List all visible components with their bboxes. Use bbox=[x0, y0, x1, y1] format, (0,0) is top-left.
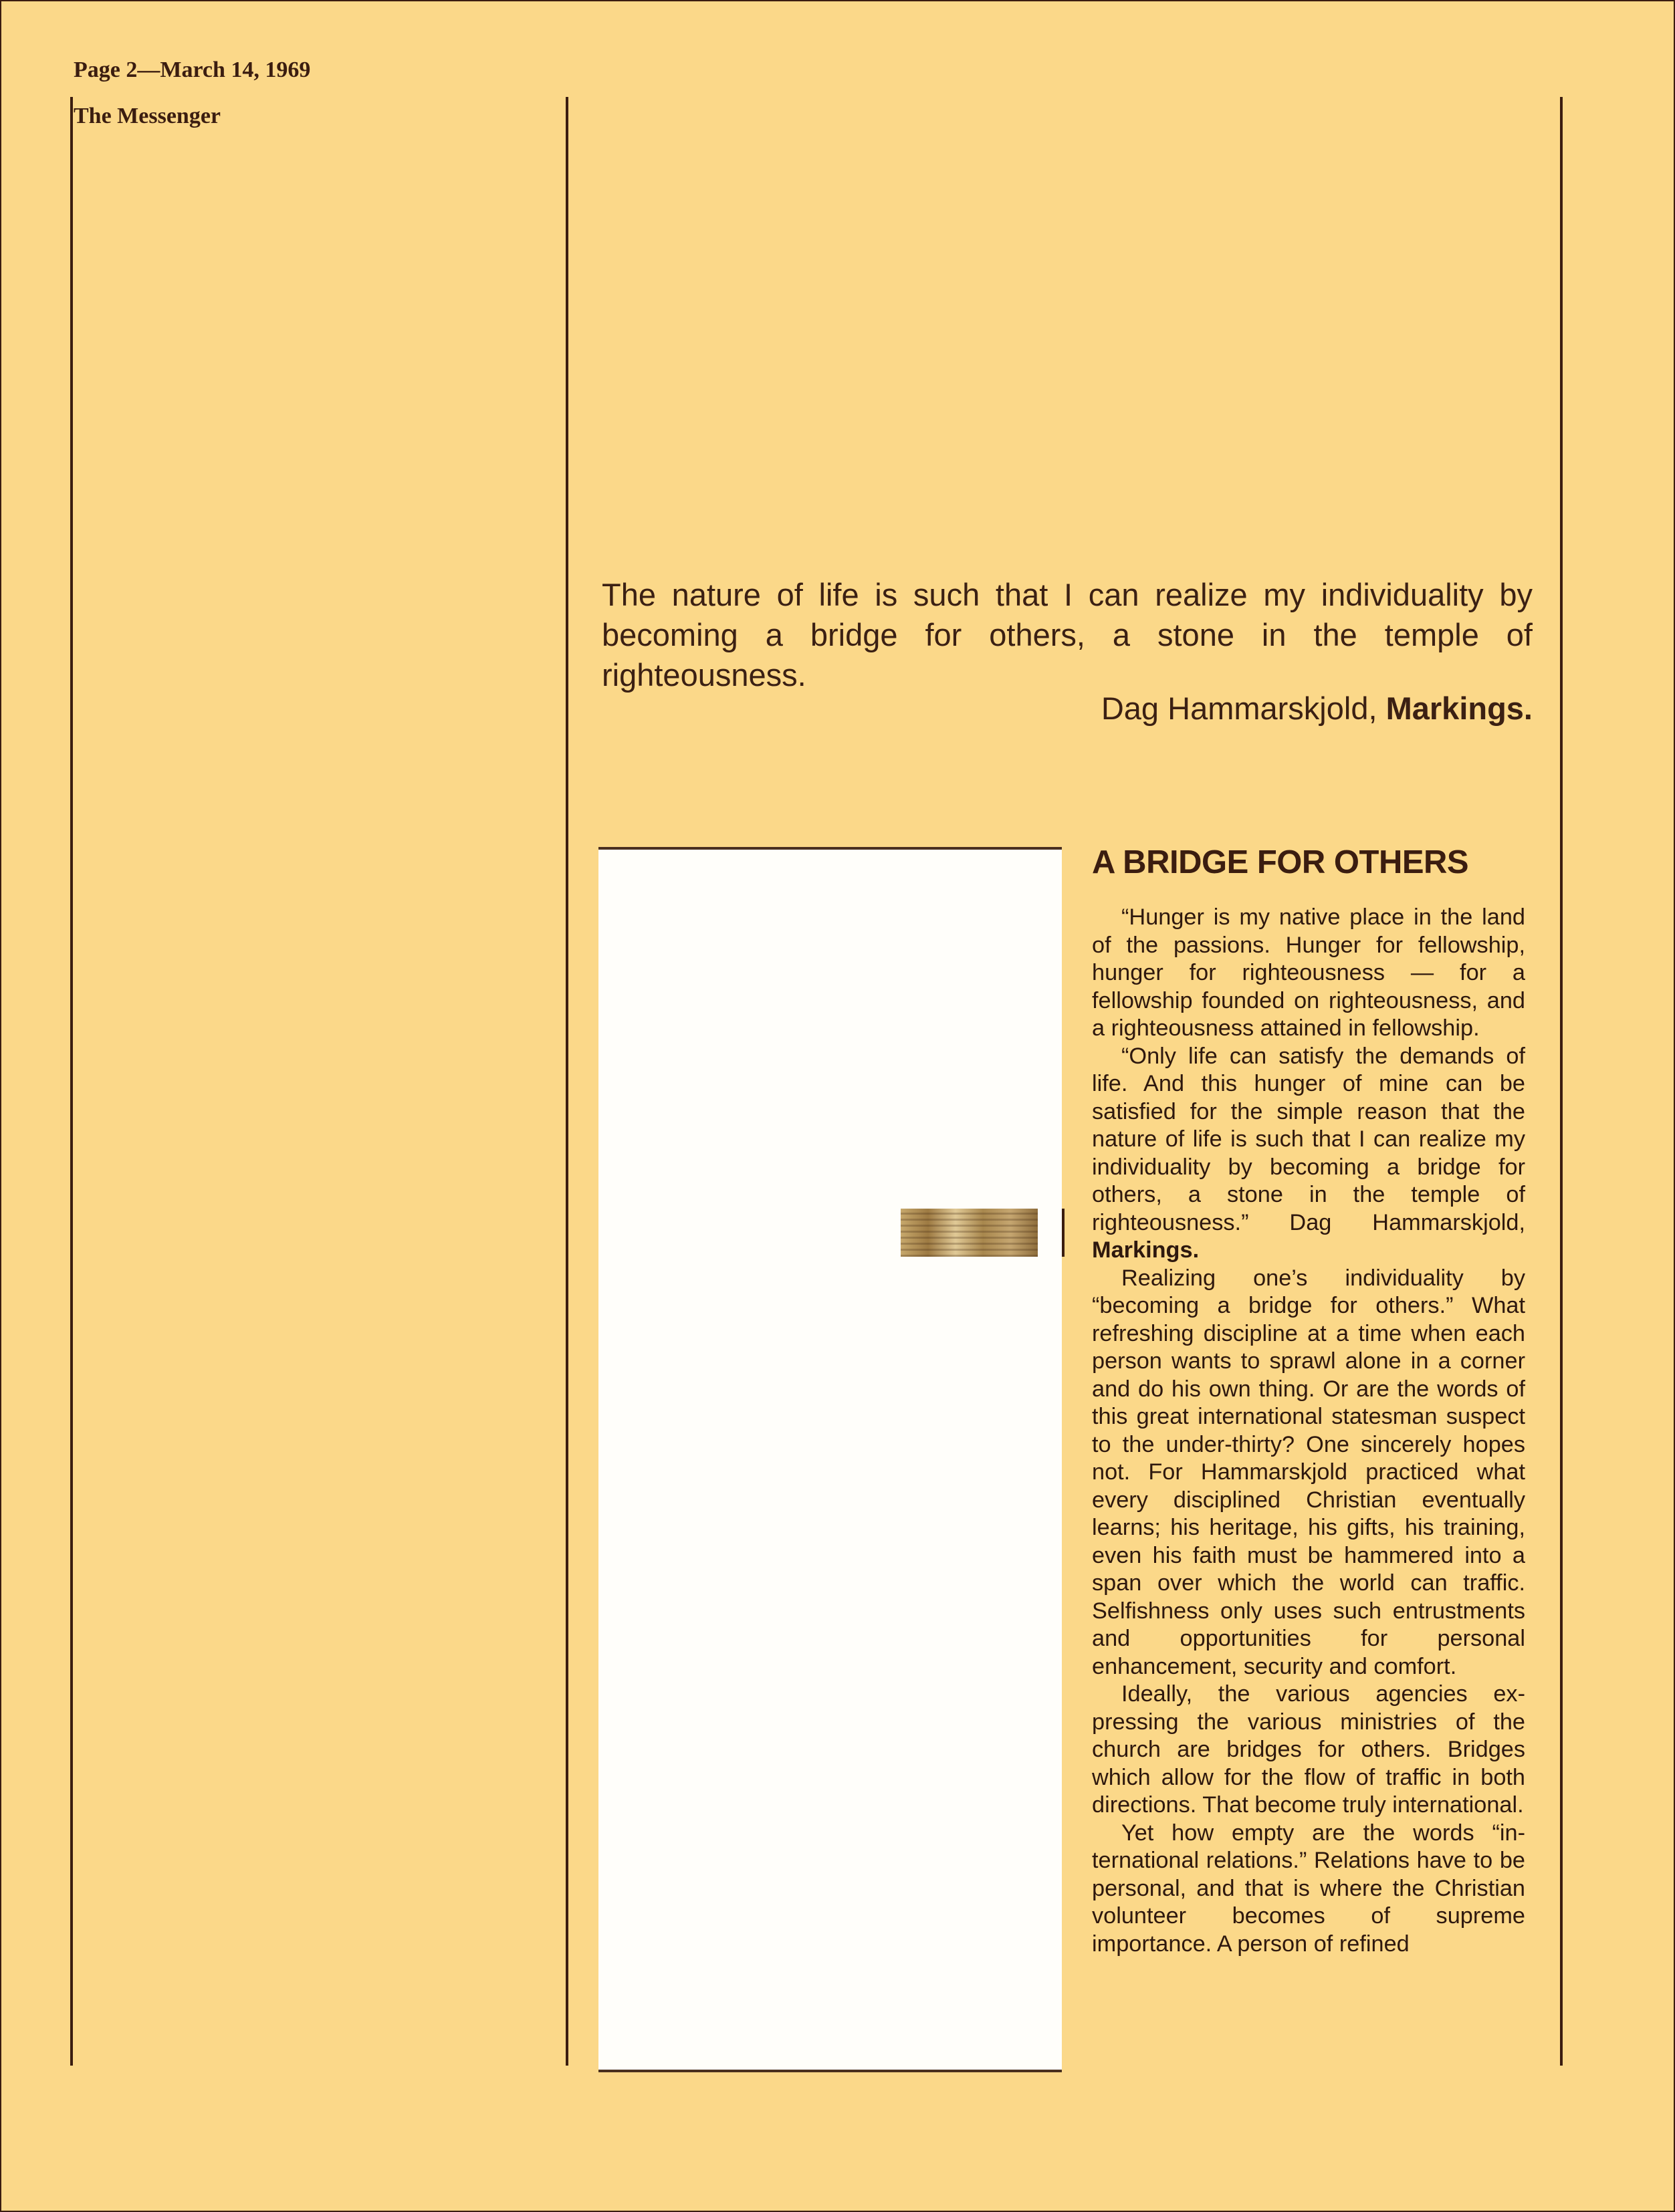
article-paragraph-text: “Only life can satisfy the demands of life. And this hunger of mine can be satisfied for the simple reason that the nature of life is such that I can realize my individuality by becoming a bridge for others, a stone in the temple of righteousness.” Dag Hammarskjold, bbox=[1092, 1043, 1525, 1235]
publication-name: The Messenger bbox=[74, 104, 221, 128]
article-paragraph: Yet how empty are the words “international relations.” Relations have to be personal, and that is where the Christian volunteer becomes of supreme importance. A person of refined bbox=[1092, 1820, 1525, 1957]
right-column-rule bbox=[1560, 97, 1563, 2066]
photo-edge-rule bbox=[1062, 1209, 1065, 1257]
book-title: Markings. bbox=[1092, 1237, 1200, 1263]
article-paragraph bbox=[1092, 1043, 1525, 1265]
center-column-rule bbox=[566, 97, 568, 2066]
pull-quote: The nature of life is such that I can realize my individuality by becoming a bridge for others, a stone in the temple of righteousness. bbox=[602, 577, 1533, 693]
page-date-line: Page 2—March 14, 1969 bbox=[74, 57, 311, 82]
article-paragraph: “Hunger is my native place in the land of the passions. Hunger for fellowship, hunger for righteousness — for a fellowship founded on righteousness, and a righteousness attained in fellowship. bbox=[1092, 904, 1525, 1041]
photo-placeholder bbox=[598, 847, 1062, 2072]
quote-source: Markings. bbox=[1385, 691, 1533, 726]
quote-author: Dag Hammarskjold, bbox=[1101, 691, 1377, 726]
left-column-rule bbox=[70, 97, 73, 2066]
quote-attribution bbox=[602, 690, 1533, 727]
photo-fragment bbox=[901, 1209, 1038, 1257]
article-paragraph: Realizing one’s individuality by “becoming a bridge for others.” What refreshing discipline at a time when each person wants to sprawl alone in a corner and do his own thing. Or are the words of this great international statesman suspect to the under-thirty? One sincerely hopes not. For Hammarskjold practiced what every disciplined Christian eventually learns; his heritage, his gifts, his training, even his faith must be hammered into a span over which the world can traffic. Selfishness only uses such entrustments and opportunities for personal enhancement, security and comfort. bbox=[1092, 1265, 1525, 1679]
article-paragraph: Ideally, the various agencies expressing the various ministries of the church are bridges for others. Bridges which allow for the flow of traffic in both directions. That become truly international. bbox=[1092, 1681, 1525, 1818]
article-title: A BRIDGE FOR OTHERS bbox=[1092, 844, 1469, 880]
article-body bbox=[1092, 904, 1525, 1958]
